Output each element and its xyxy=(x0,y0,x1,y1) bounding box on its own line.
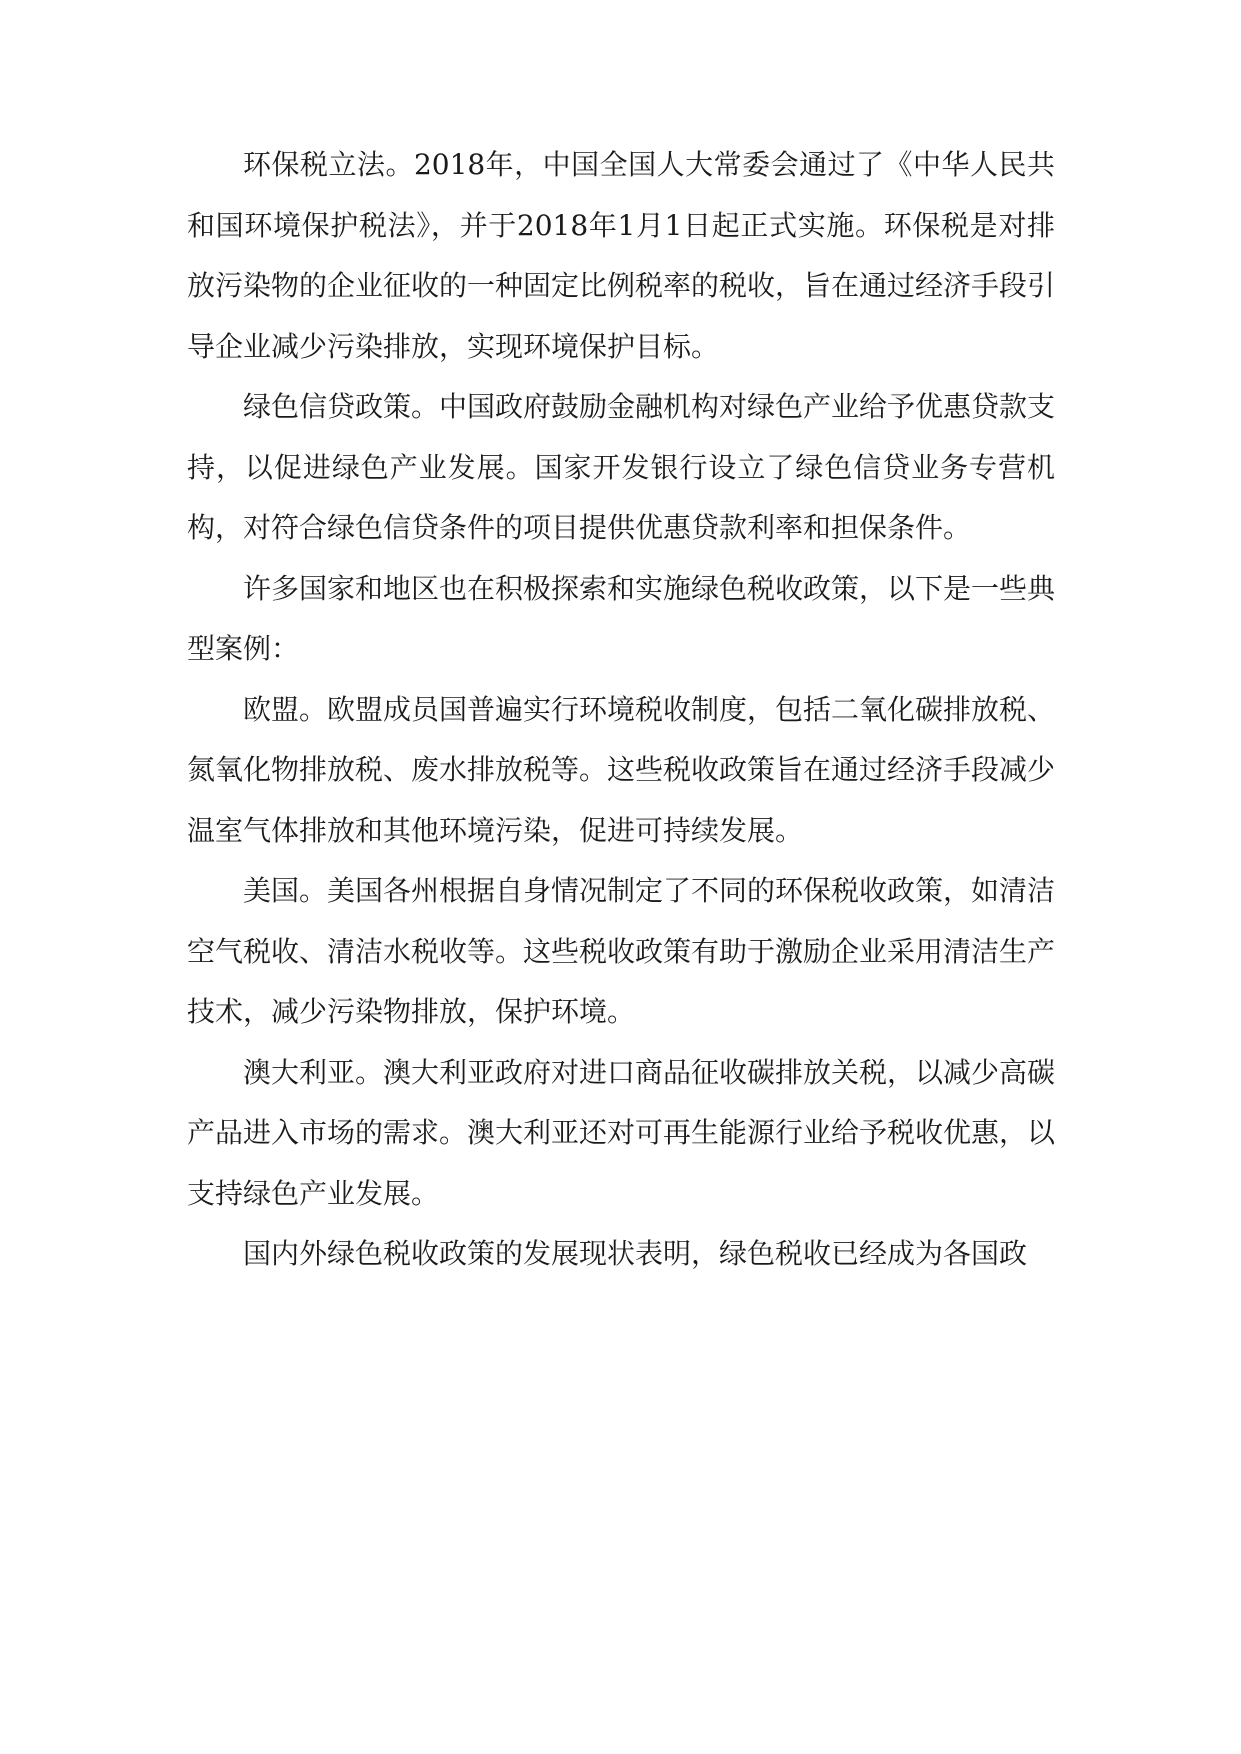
paragraph-usa: 美国。美国各州根据自身情况制定了不同的环保税收政策，如清洁空气税收、清洁水税收等。这些税收政策有助于激励企业采用清洁生产技术，减少污染物排放，保护环境。 xyxy=(187,874,1056,1028)
paragraph-environmental-tax-law: 环保税立法。2018年，中国全国人大常委会通过了《中华人民共和国环境保护税法》，并于2018年1月1日起正式实施。环保税是对排放污染物的企业征收的一种固定比例税率的税收，旨在通过经济手段引导企业减少污染排放，实现环境保护目标。 xyxy=(187,148,1056,363)
paragraph-green-credit-policy: 绿色信贷政策。中国政府鼓励金融机构对绿色产业给予优惠贷款支持，以促进绿色产业发展。国家开发银行设立了绿色信贷业务专营机构，对符合绿色信贷条件的项目提供优惠贷款利率和担保条件。 xyxy=(187,390,1056,544)
body-text xyxy=(187,135,1055,1285)
paragraph-summary: 国内外绿色税收政策的发展现状表明，绿色税收已经成为各国政 xyxy=(243,1237,1028,1270)
paragraph-australia: 澳大利亚。澳大利亚政府对进口商品征收碳排放关税，以减少高碳产品进入市场的需求。澳大利亚还对可再生能源行业给予税收优惠，以支持绿色产业发展。 xyxy=(187,1055,1056,1210)
paragraph-international-intro: 许多国家和地区也在积极探索和实施绿色税收政策，以下是一些典型案例： xyxy=(187,571,1056,665)
paragraph-eu: 欧盟。欧盟成员国普遍实行环境税收制度，包括二氧化碳排放税、氮氧化物排放税、废水排放税等。这些税收政策旨在通过经济手段减少温室气体排放和其他环境污染，促进可持续发展。 xyxy=(187,692,1056,847)
